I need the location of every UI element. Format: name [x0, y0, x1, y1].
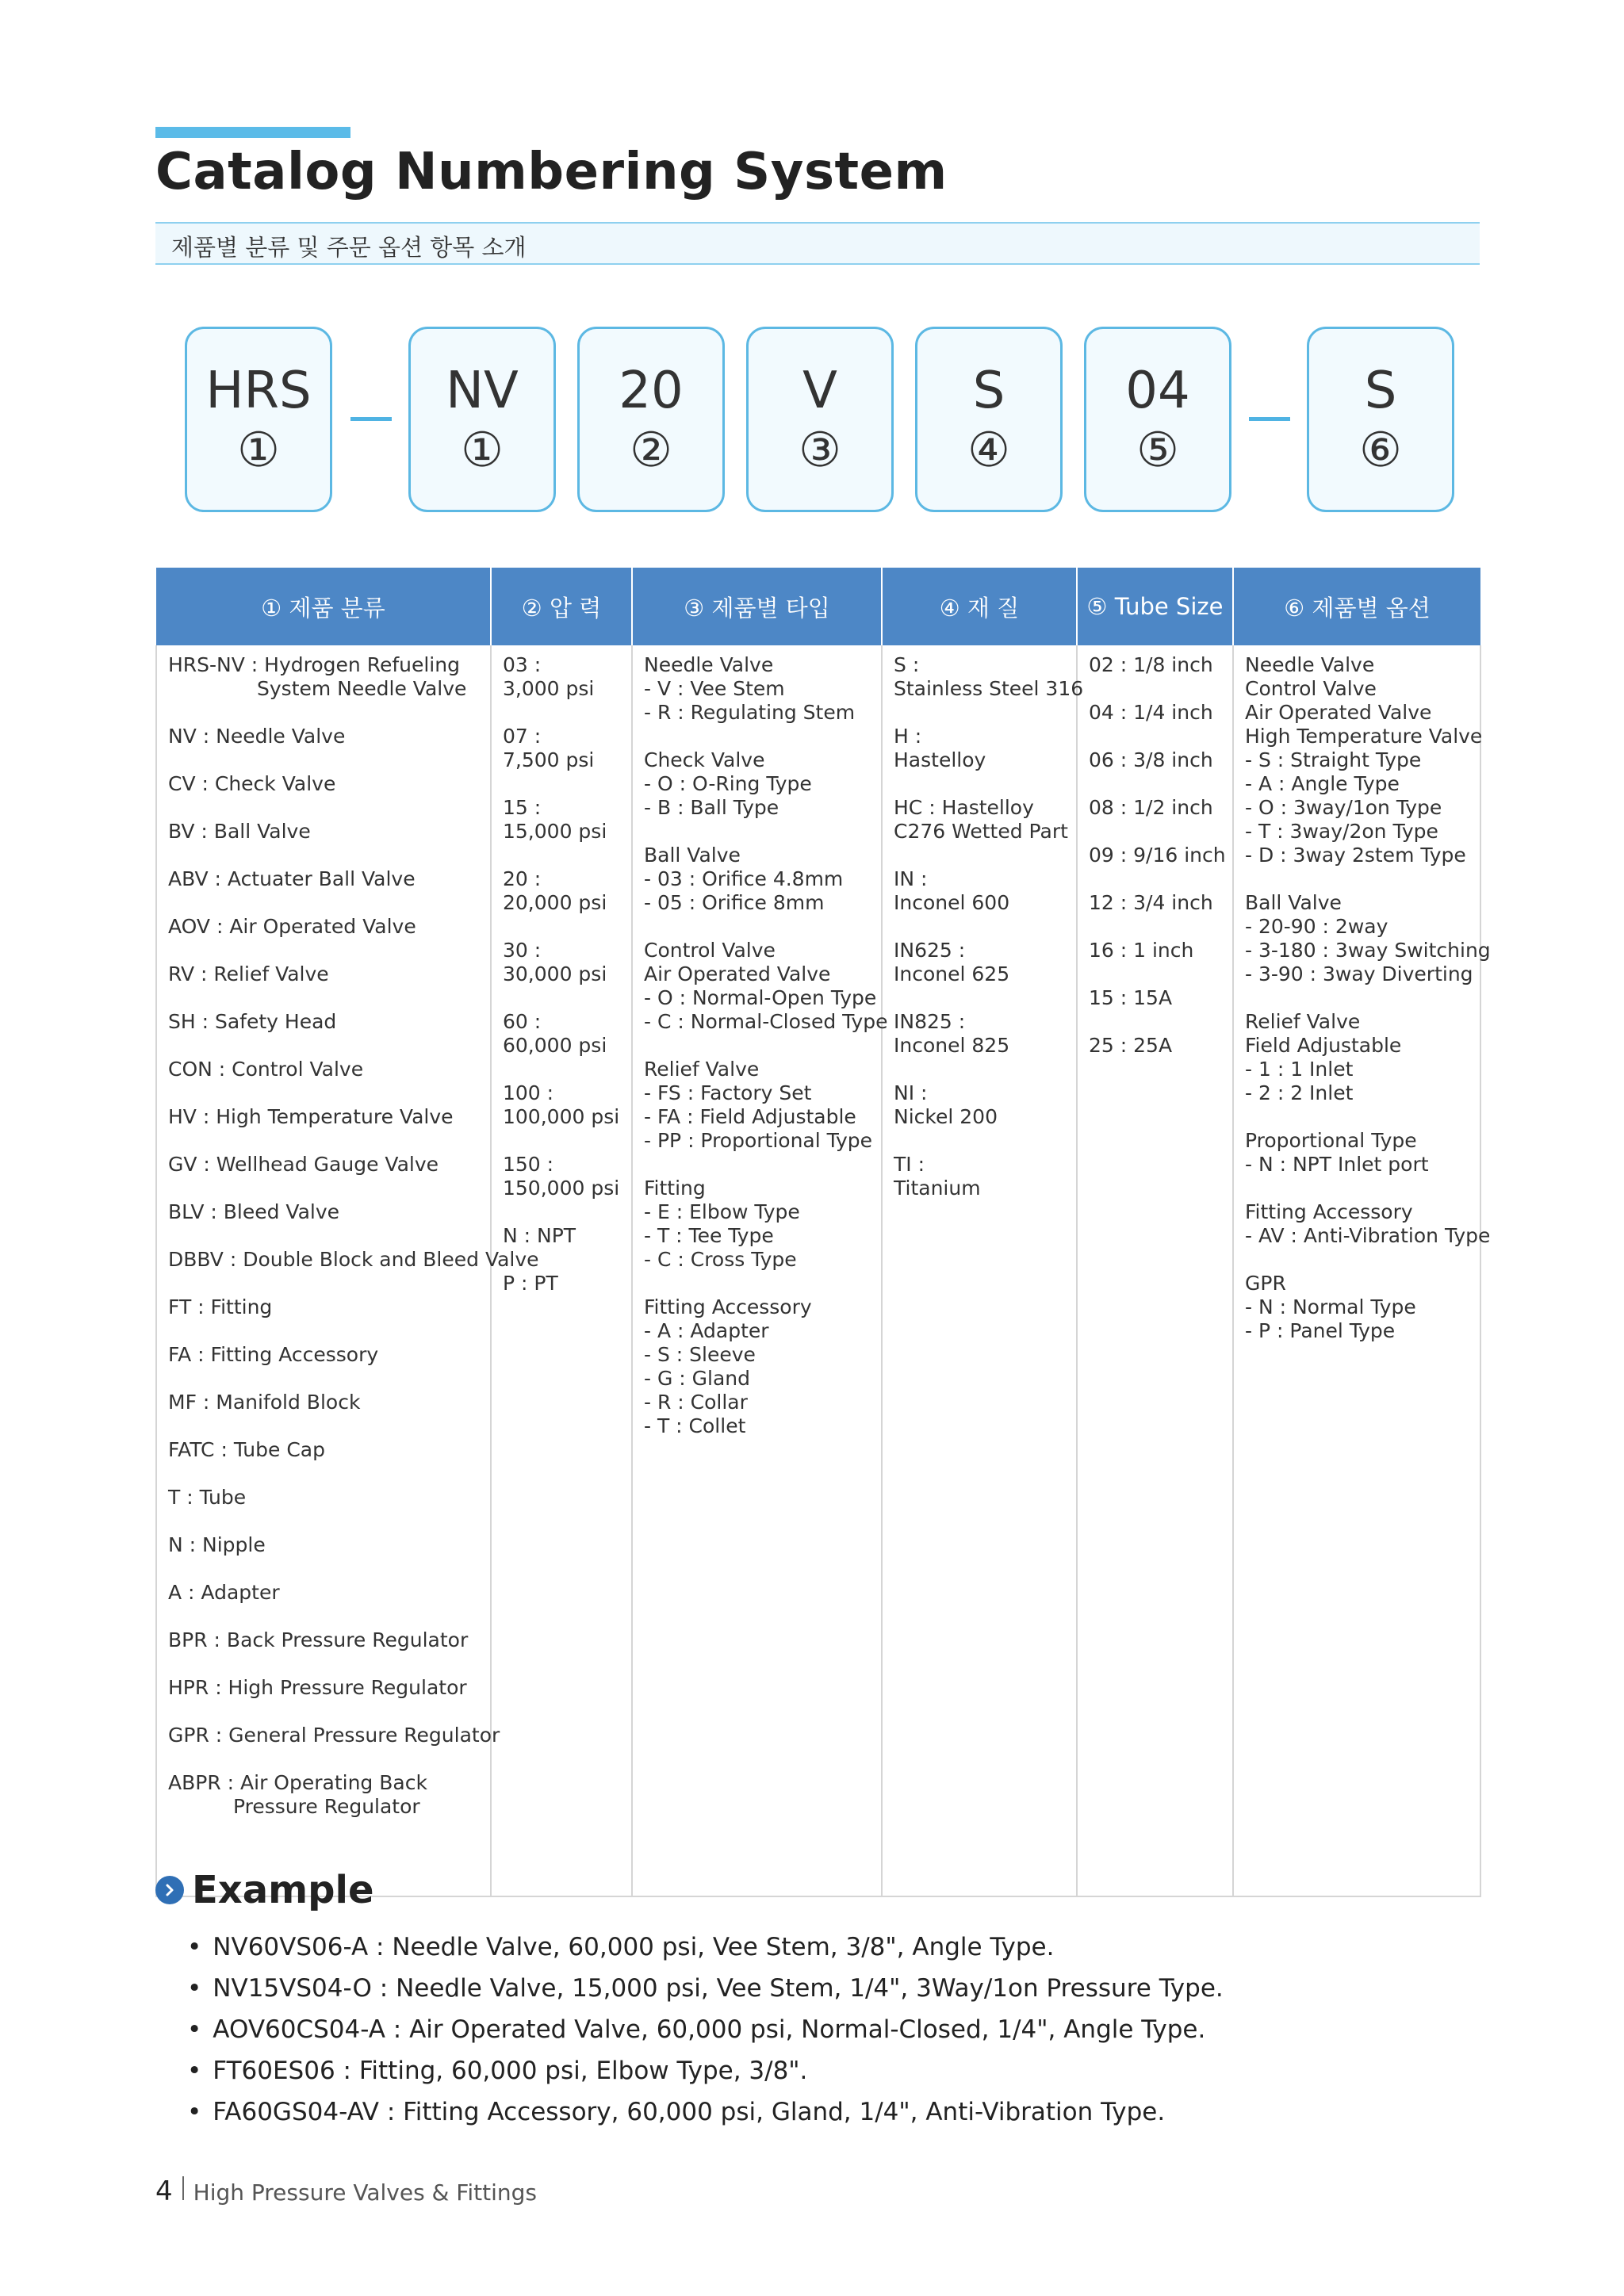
cell-line: 03 :: [503, 653, 542, 676]
cell-line: [503, 844, 622, 867]
cell-line: N : NPT: [503, 1224, 576, 1247]
cell-line: [503, 1129, 622, 1153]
cell-line: Ball Valve: [644, 844, 741, 867]
chevron-right-icon: [155, 1876, 184, 1904]
cell-line: MF : Manifold Block: [168, 1391, 361, 1414]
cell-line: 04 : 1/4 inch: [1089, 701, 1213, 724]
cell-line: 09 : 9/16 inch: [1089, 844, 1226, 867]
cell-line: [644, 820, 871, 844]
cell-line: - PP : Proportional Type: [644, 1129, 873, 1152]
table-body-row: [156, 645, 1480, 1896]
cell-line: 30,000 psi: [503, 962, 607, 985]
cell-line: - 03 : Orifice 4.8mm: [644, 867, 844, 890]
code-box-type: [746, 327, 894, 512]
cell-line: [644, 915, 871, 939]
example-item: • NV15VS04-O : Needle Valve, 15,000 psi, Vee Stem, 1/4", 3Way/1on Pressure Type.: [187, 1968, 1224, 2009]
cell-line: C276 Wetted Part: [894, 820, 1068, 843]
cell-line: - N : NPT Inlet port: [1245, 1153, 1429, 1176]
cell-line: [1089, 915, 1223, 939]
cell-line: Relief Valve: [1245, 1010, 1361, 1033]
cell-line: 30 :: [503, 939, 542, 962]
cell-line: 60,000 psi: [503, 1034, 607, 1057]
cell-option: [1233, 645, 1491, 1896]
code-text: S: [972, 362, 1005, 420]
cell-line: GPR : General Pressure Regulator: [168, 1724, 500, 1747]
cell-line: Proportional Type: [1245, 1129, 1417, 1152]
cell-line: - 3-180 : 3way Switching: [1245, 939, 1491, 962]
cell-line: [1089, 772, 1223, 796]
code-text: NV: [446, 362, 519, 420]
cell-line: Needle Valve: [644, 653, 774, 676]
cell-line: [894, 1058, 1067, 1081]
cell-line: [1245, 986, 1470, 1010]
code-text: HRS: [205, 362, 312, 420]
cell-line: HPR : High Pressure Regulator: [168, 1676, 467, 1699]
header-material: ④ 재 질: [882, 568, 1077, 645]
footer-divider: [182, 2176, 184, 2200]
code-text: V: [802, 362, 837, 420]
cell-line: H :: [894, 725, 922, 748]
cell-line: [1245, 867, 1470, 891]
table-header-row: [156, 568, 1480, 645]
cell-line: - T : Collet: [644, 1414, 746, 1437]
cell-line: - T : 3way/2on Type: [1245, 820, 1438, 843]
cell-line: [503, 986, 622, 1010]
example-title: Example: [192, 1868, 374, 1912]
cell-line: Inconel 625: [894, 962, 1010, 985]
cell-line: [168, 1129, 481, 1153]
cell-line: T : Tube: [168, 1486, 247, 1509]
cell-line: CON : Control Valve: [168, 1058, 364, 1081]
example-item: • AOV60CS04-A : Air Operated Valve, 60,000 psi, Normal-Closed, 1/4", Angle Type.: [187, 2009, 1224, 2050]
cell-line: [1245, 1248, 1470, 1272]
code-index: ⑤: [1136, 423, 1179, 478]
cell-line: - A : Angle Type: [1245, 772, 1400, 795]
footer-text: High Pressure Valves & Fittings: [193, 2179, 537, 2206]
code-box-option: [1307, 327, 1454, 512]
cell-pressure: [491, 645, 632, 1896]
code-index: ⑥: [1359, 423, 1402, 478]
cell-line: [644, 725, 871, 748]
cell-line: Air Operated Valve: [644, 962, 831, 985]
cell-line: [168, 1462, 481, 1486]
example-list: [187, 1927, 1224, 2133]
cell-line: [168, 1605, 481, 1628]
cell-line: - R : Regulating Stem: [644, 701, 856, 724]
cell-line: IN :: [894, 867, 928, 890]
cell-line: - S : Straight Type: [1245, 748, 1422, 771]
cell-line: [503, 915, 622, 939]
cell-line: [168, 1652, 481, 1676]
cell-line: [168, 1081, 481, 1105]
cell-line: [168, 1747, 481, 1771]
cell-line: - C : Normal-Closed Type: [644, 1010, 888, 1033]
cell-line: [168, 1319, 481, 1343]
cell-line: 08 : 1/2 inch: [1089, 796, 1213, 819]
cell-line: [168, 986, 481, 1010]
cell-line: - FS : Factory Set: [644, 1081, 812, 1104]
cell-line: FT : Fitting: [168, 1295, 273, 1318]
cell-line: - S : Sleeve: [644, 1343, 756, 1366]
code-box-product-class: [185, 327, 332, 512]
cell-line: 60 :: [503, 1010, 542, 1033]
cell-line: Nickel 200: [894, 1105, 998, 1128]
example-item: • FT60ES06 : Fitting, 60,000 psi, Elbow Type, 3/8".: [187, 2050, 1224, 2091]
cell-line: [1089, 867, 1223, 891]
cell-line: Relief Valve: [644, 1058, 760, 1081]
cell-line: [168, 1177, 481, 1200]
cell-line: BLV : Bleed Valve: [168, 1200, 340, 1223]
cell-line: BPR : Back Pressure Regulator: [168, 1628, 469, 1651]
cell-line: - V : Vee Stem: [644, 677, 785, 700]
cell-line: - G : Gland: [644, 1367, 751, 1390]
cell-line: 15 : 15A: [1089, 986, 1173, 1009]
cell-type: [632, 645, 888, 1896]
cell-line: 100,000 psi: [503, 1105, 620, 1128]
page-title: Catalog Numbering System: [155, 143, 948, 201]
header-tube-size: ⑤ Tube Size: [1077, 568, 1233, 645]
cell-line: Field Adjustable: [1245, 1034, 1402, 1057]
cell-line: FATC : Tube Cap: [168, 1438, 325, 1461]
code-index: ①: [237, 423, 280, 478]
cell-line: 150 :: [503, 1153, 554, 1176]
cell-line: - B : Ball Type: [644, 796, 779, 819]
code-dash: [1249, 417, 1290, 421]
cell-line: Check Valve: [644, 748, 765, 771]
cell-line: [644, 1153, 871, 1177]
cell-line: RV : Relief Valve: [168, 962, 329, 985]
cell-line: Control Valve: [1245, 677, 1377, 700]
cell-line: Needle Valve: [1245, 653, 1375, 676]
cell-line: IN625 :: [894, 939, 966, 962]
cell-line: [503, 772, 622, 796]
cell-line: 3,000 psi: [503, 677, 595, 700]
cell-line: [1089, 820, 1223, 844]
header-product-class: ① 제품 분류: [156, 568, 491, 645]
cell-line: 06 : 3/8 inch: [1089, 748, 1213, 771]
cell-line: HC : Hastelloy: [894, 796, 1034, 819]
cell-line: - O : Normal-Open Type: [644, 986, 877, 1009]
cell-line: HV : High Temperature Valve: [168, 1105, 454, 1128]
cell-line: 02 : 1/8 inch: [1089, 653, 1213, 676]
cell-line: Control Valve: [644, 939, 776, 962]
cell-line: [168, 1272, 481, 1295]
cell-line: [168, 891, 481, 915]
cell-line: System Needle Valve: [257, 677, 467, 700]
cell-line: AOV : Air Operated Valve: [168, 915, 416, 938]
code-text: 04: [1125, 362, 1190, 420]
catalog-code-diagram: [0, 327, 1624, 514]
cell-line: TI :: [894, 1153, 925, 1176]
cell-line: 07 :: [503, 725, 542, 748]
code-dash: [350, 417, 392, 421]
code-index: ①: [461, 423, 504, 478]
cell-line: - 05 : Orifice 8mm: [644, 891, 825, 914]
cell-line: Inconel 825: [894, 1034, 1010, 1057]
cell-line: S :: [894, 653, 920, 676]
cell-line: 16 : 1 inch: [1089, 939, 1194, 962]
example-item: • FA60GS04-AV : Fitting Accessory, 60,000 psi, Gland, 1/4", Anti-Vibration Type.: [187, 2091, 1224, 2133]
cell-line: ABV : Actuater Ball Valve: [168, 867, 416, 890]
cell-line: - N : Normal Type: [1245, 1295, 1416, 1318]
cell-line: [894, 772, 1067, 796]
cell-line: - 20-90 : 2way: [1245, 915, 1388, 938]
cell-line: HRS-NV : Hydrogen Refueling: [168, 653, 460, 676]
code-text: 20: [619, 362, 684, 420]
cell-line: [168, 1510, 481, 1533]
cell-line: - 3-90 : 3way Diverting: [1245, 962, 1473, 985]
cell-line: A : Adapter: [168, 1581, 280, 1604]
cell-line: FA : Fitting Accessory: [168, 1343, 379, 1366]
cell-line: [1089, 725, 1223, 748]
cell-line: - R : Collar: [644, 1391, 748, 1414]
cell-line: [168, 796, 481, 820]
cell-line: 100 :: [503, 1081, 554, 1104]
cell-line: [168, 1034, 481, 1058]
cell-line: Ball Valve: [1245, 891, 1342, 914]
cell-line: - O : 3way/1on Type: [1245, 796, 1442, 819]
cell-line: [168, 1367, 481, 1391]
header-pressure: ② 압 력: [491, 568, 632, 645]
cell-line: 15,000 psi: [503, 820, 607, 843]
cell-line: [894, 1129, 1067, 1153]
code-box-product-type: [408, 327, 556, 512]
cell-line: 7,500 psi: [503, 748, 595, 771]
cell-line: [894, 701, 1067, 725]
cell-line: Air Operated Valve: [1245, 701, 1432, 724]
cell-line: 15 :: [503, 796, 542, 819]
cell-line: Fitting Accessory: [644, 1295, 812, 1318]
cell-line: [1245, 1177, 1470, 1200]
cell-line: [503, 1058, 622, 1081]
cell-line: - O : O-Ring Type: [644, 772, 812, 795]
cell-tube-size: [1077, 645, 1233, 1896]
cell-line: [168, 1414, 481, 1438]
cell-line: [168, 701, 481, 725]
cell-line: [168, 1557, 481, 1581]
cell-line: IN825 :: [894, 1010, 966, 1033]
cell-line: [168, 939, 481, 962]
cell-line: Hastelloy: [894, 748, 986, 771]
cell-line: Inconel 600: [894, 891, 1010, 914]
example-header: [155, 1866, 374, 1914]
cell-line: Titanium: [894, 1177, 981, 1200]
cell-line: Pressure Regulator: [233, 1795, 420, 1818]
cell-line: [894, 915, 1067, 939]
cell-line: - E : Elbow Type: [644, 1200, 800, 1223]
cell-line: 20 :: [503, 867, 542, 890]
cell-line: [644, 1272, 871, 1295]
cell-line: - C : Cross Type: [644, 1248, 797, 1271]
cell-line: [1089, 1010, 1223, 1034]
cell-line: [168, 1224, 481, 1248]
page-subtitle: 제품별 분류 및 주문 옵션 항목 소개: [171, 234, 527, 261]
cell-line: Fitting Accessory: [1245, 1200, 1413, 1223]
cell-line: - T : Tee Type: [644, 1224, 774, 1247]
cell-line: Fitting: [644, 1177, 706, 1200]
cell-line: [644, 1034, 871, 1058]
cell-material: [882, 645, 1084, 1896]
code-box-pressure: [577, 327, 725, 512]
title-accent-bar: [155, 127, 350, 138]
cell-line: - FA : Field Adjustable: [644, 1105, 856, 1128]
subtitle-band: [155, 222, 1480, 265]
cell-line: NV : Needle Valve: [168, 725, 346, 748]
cell-line: [894, 844, 1067, 867]
code-box-material: [915, 327, 1063, 512]
cell-line: NI :: [894, 1081, 928, 1104]
cell-line: [1089, 677, 1223, 701]
cell-line: SH : Safety Head: [168, 1010, 337, 1033]
cell-line: GV : Wellhead Gauge Valve: [168, 1153, 439, 1176]
cell-line: [1089, 962, 1223, 986]
cell-line: - 1 : 1 Inlet: [1245, 1058, 1354, 1081]
catalog-spec-table: [155, 568, 1491, 1897]
cell-line: - A : Adapter: [644, 1319, 769, 1342]
cell-line: - D : 3way 2stem Type: [1245, 844, 1466, 867]
example-item: • NV60VS06-A : Needle Valve, 60,000 psi, Vee Stem, 3/8", Angle Type.: [187, 1927, 1224, 1968]
code-index: ③: [799, 423, 841, 478]
cell-line: P : PT: [503, 1272, 558, 1295]
cell-line: 150,000 psi: [503, 1177, 620, 1200]
cell-line: 25 : 25A: [1089, 1034, 1173, 1057]
header-type: ③ 제품별 타입: [632, 568, 882, 645]
cell-line: - AV : Anti-Vibration Type: [1245, 1224, 1491, 1247]
cell-line: 20,000 psi: [503, 891, 607, 914]
cell-line: High Temperature Valve: [1245, 725, 1483, 748]
cell-line: 12 : 3/4 inch: [1089, 891, 1213, 914]
code-text: S: [1364, 362, 1397, 420]
cell-line: [168, 844, 481, 867]
cell-line: ABPR : Air Operating Back: [168, 1771, 427, 1794]
cell-line: - P : Panel Type: [1245, 1319, 1396, 1342]
cell-line: [1245, 1105, 1470, 1129]
cell-line: BV : Ball Valve: [168, 820, 311, 843]
cell-line: - 2 : 2 Inlet: [1245, 1081, 1354, 1104]
cell-line: GPR: [1245, 1272, 1286, 1295]
cell-line: [503, 1200, 622, 1224]
code-index: ②: [630, 423, 672, 478]
cell-line: [168, 748, 481, 772]
cell-line: DBBV : Double Block and Bleed Valve: [168, 1248, 539, 1271]
code-index: ④: [967, 423, 1010, 478]
cell-line: N : Nipple: [168, 1533, 266, 1556]
cell-line: Stainless Steel 316: [894, 677, 1084, 700]
cell-line: [503, 701, 622, 725]
cell-line: [168, 1700, 481, 1724]
page-footer: [155, 2175, 537, 2207]
cell-line: [894, 986, 1067, 1010]
cell-line: CV : Check Valve: [168, 772, 336, 795]
page-number: 4: [155, 2175, 173, 2207]
code-box-tube-size: [1084, 327, 1231, 512]
header-option: ⑥ 제품별 옵션: [1233, 568, 1480, 645]
